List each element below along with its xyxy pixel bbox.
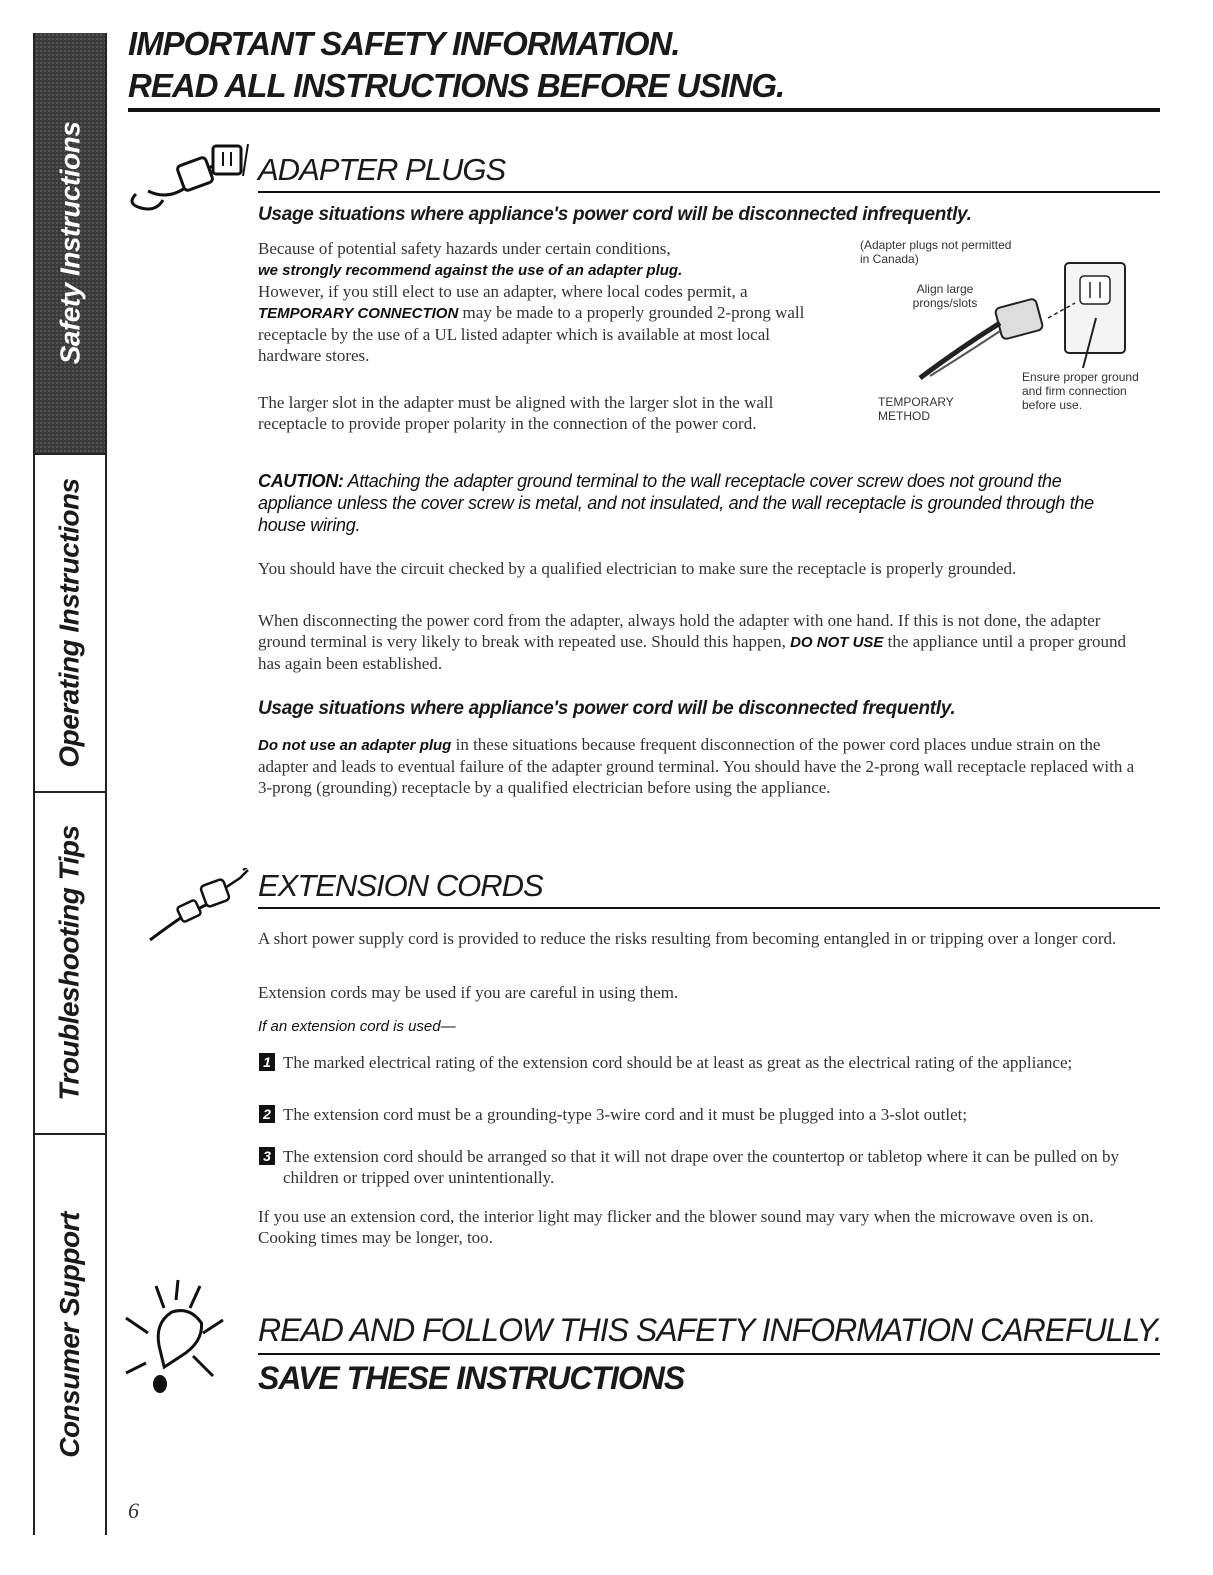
subhead-frequent: Usage situations where appliance's power cord will be disconnected frequently. xyxy=(258,698,956,719)
save-instructions-heading: SAVE THESE INSTRUCTIONS xyxy=(258,1360,685,1396)
tab-consumer-support[interactable] xyxy=(35,1135,105,1535)
figure-align-label: Align large prongs/slots xyxy=(912,282,978,310)
figure-note: (Adapter plugs not permitted in Canada) xyxy=(860,238,1012,266)
extension-cord-icon xyxy=(145,868,255,948)
tab-label: Consumer Support xyxy=(54,1212,85,1458)
light-bulb-icon xyxy=(118,1278,253,1408)
tab-troubleshooting-tips[interactable] xyxy=(35,793,105,1135)
list-number: 3 xyxy=(259,1147,275,1165)
adapter-paragraph-2: The larger slot in the adapter must be aligned with the larger slot in the wall receptacle to provide proper polarity in the connection of the power cord. xyxy=(258,393,774,433)
list-number: 2 xyxy=(259,1105,275,1123)
extension-paragraph-2: Extension cords may be used if you are careful in using them. xyxy=(258,983,679,1002)
list-item: The extension cord should be arranged so that it will not drape over the countertop or tabletop where it can be pulled on by children or tripped over unintentionally. xyxy=(283,1147,1120,1187)
adapter-paragraph-3: You should have the circuit checked by a qualified electrician to make sure the receptacle is properly grounded. xyxy=(258,559,1017,578)
sidebar-tabs xyxy=(33,33,107,1535)
wall-receptacle-illustration xyxy=(900,258,1160,388)
tab-operating-instructions[interactable] xyxy=(35,455,105,793)
header-rule xyxy=(128,108,1160,112)
section-title-adapter-plugs: ADAPTER PLUGS xyxy=(258,152,506,187)
list-number: 1 xyxy=(259,1053,275,1071)
section-rule xyxy=(258,907,1160,909)
extension-paragraph-3: If you use an extension cord, the interior light may flicker and the blower sound may vary when the microwave oven is on. Cooking times may be longer, too. xyxy=(258,1207,1094,1247)
figure-method-label: TEMPORARY METHOD xyxy=(878,395,954,423)
figure-ensure-label: Ensure proper ground and firm connection before use. xyxy=(1022,370,1139,412)
section-rule xyxy=(258,191,1160,193)
page-title-line1: IMPORTANT SAFETY INFORMATION. xyxy=(128,25,680,62)
list-item: The extension cord must be a grounding-type 3-wire cord and it must be plugged into a 3-slot outlet; xyxy=(283,1105,968,1124)
caution-paragraph: CAUTION: Attaching the adapter ground terminal to the wall receptacle cover screw does not ground the appliance unless the cover screw is metal, and not insulated, and the wall receptacle is grounded through the house wiring. xyxy=(258,471,1094,535)
tab-label: Safety Instructions xyxy=(54,121,85,365)
adapter-plug-icon xyxy=(118,136,258,216)
page-number: 6 xyxy=(128,1498,139,1523)
adapter-paragraph-5: Do not use an adapter plug in these situations because frequent disconnection of the power cord places undue strain on the adapter and leads to eventual failure of the adapter ground terminal. You should have the 2-prong wall receptacle replaced with a 3-prong (grounding) receptacle by a qualified electrician before using the appliance. xyxy=(258,735,1135,797)
tab-safety-instructions[interactable] xyxy=(35,33,105,455)
extension-paragraph-1: A short power supply cord is provided to reduce the risks resulting from becoming entangled in or tripping over a longer cord. xyxy=(258,929,1117,948)
tab-label: Troubleshooting Tips xyxy=(54,825,85,1101)
page-title-line2: READ ALL INSTRUCTIONS BEFORE USING. xyxy=(128,67,785,104)
read-follow-heading: READ AND FOLLOW THIS SAFETY INFORMATION CAREFULLY. xyxy=(258,1312,1162,1348)
list-item: The marked electrical rating of the extension cord should be at least as great as the electrical rating of the appliance; xyxy=(283,1053,1073,1072)
adapter-paragraph-1: Because of potential safety hazards under certain conditions, we strongly recommend against the use of an adapter plug. However, if you still elect to use an adapter, where local codes permit, a TEMPORARY CONNECTION may be made to a properly grounded 2-prong wall receptacle by the use of a UL listed adapter which is available at most local hardware stores. xyxy=(258,239,805,365)
footer-rule xyxy=(258,1353,1160,1355)
tab-label: Operating Instructions xyxy=(54,478,85,768)
section-title-extension-cords: EXTENSION CORDS xyxy=(258,868,543,903)
adapter-paragraph-4: When disconnecting the power cord from the adapter, always hold the adapter with one hand. If this is not done, the adapter ground terminal is very likely to break with repeated use. Should this happen, DO NOT USE the appliance until a proper ground has again been established. xyxy=(258,611,1127,673)
subhead-infrequent: Usage situations where appliance's power cord will be disconnected infrequently. xyxy=(258,204,972,225)
extension-if-used: If an extension cord is used— xyxy=(258,1018,456,1035)
